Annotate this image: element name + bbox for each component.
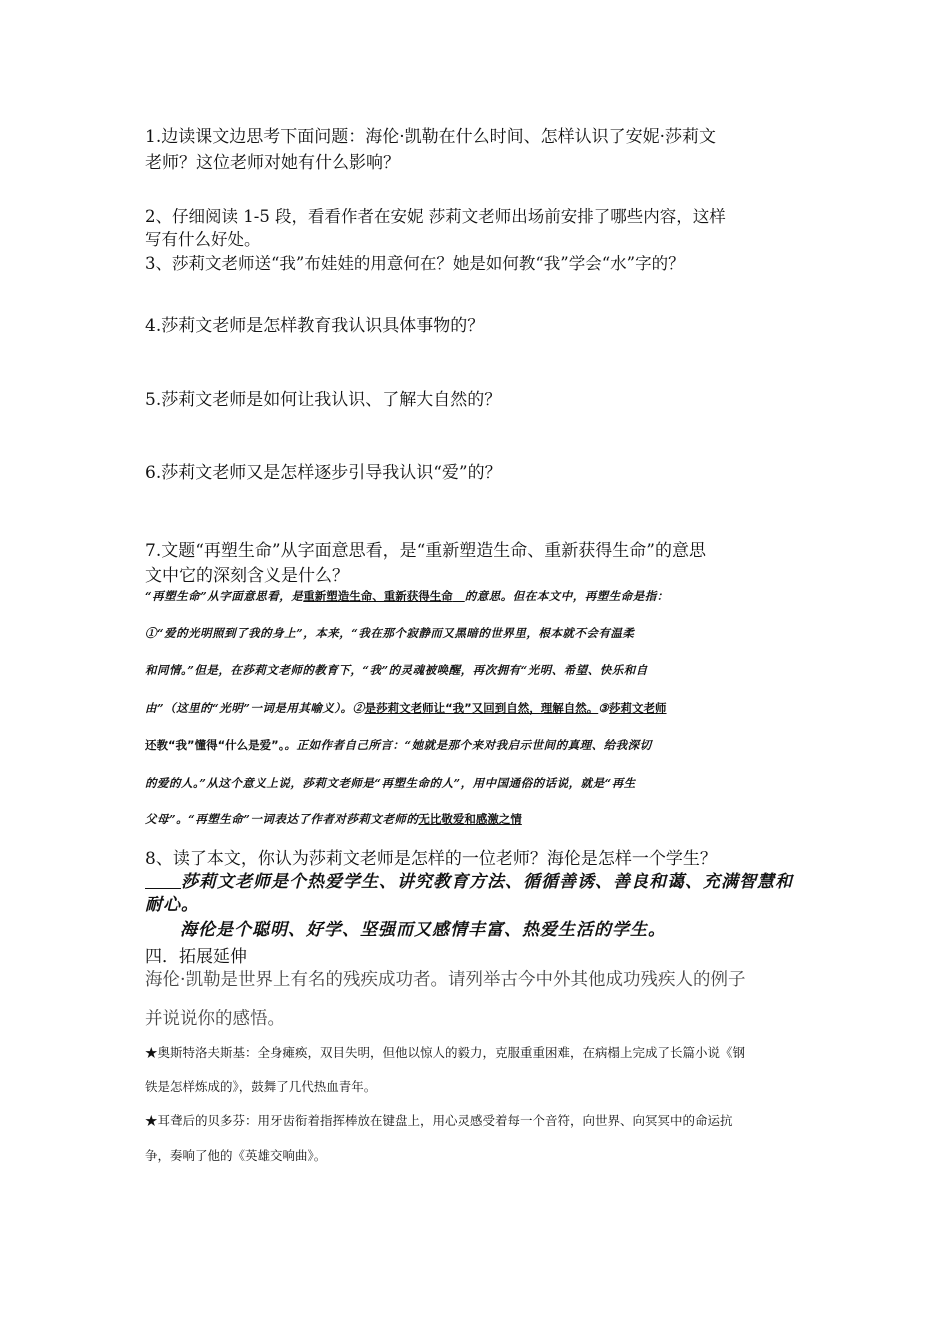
answer-7-text: 的意思。但在本文中，再塑生命是指： [464,589,669,603]
answer-7-line-3: 和同情。”但是，在莎莉文老师的教育下，“我”的灵魂被唤醒，再次拥有“光明、希望、快乐和自 [145,663,648,677]
question-8: 8、读了本文，你认为莎莉文老师是怎样的一位老师？海伦是怎样一个学生？ [145,849,717,869]
section-4-prompt-line-2: 并说说你的感悟。 [145,1009,285,1029]
example-1-line-2: 铁是怎样炼成的》，鼓舞了几代热血青年。 [145,1079,377,1094]
answer-7-blank-5: 无比敬爱和感激之情 [418,812,522,826]
answer-8-text: 莎莉文老师是个热爱学生、讲究教育方法、循循善诱、善良和蔼、充满智慧和 [181,872,793,892]
answer-7-text: “再塑生命”从字面意思看，是 [145,589,304,603]
answer-7-line-7 [145,811,522,827]
answer-7-blank-4: 还教“我”懂得“什么是爱”。 [145,738,285,752]
answer-7-text: 父母”。“再塑生命”一词表达了作者对莎莉文老师的 [145,812,419,826]
question-7-line-1: 7.文题“再塑生命”从字面意思看，是“重新塑造生命、重新获得生命”的意思 [145,541,706,561]
question-5: 5.莎莉文老师是如何让我认识、了解大自然的？ [145,390,502,410]
question-2-line-1: 2、仔细阅读 1-5 段，看看作者在安妮 莎莉文老师出场前安排了哪些内容，这样 [145,207,726,226]
answer-8-line-2: 耐心。 [145,895,199,915]
question-3: 3、莎莉文老师送“我”布娃娃的用意何在？她是如何教“我”学会“水”字的？ [145,254,685,273]
question-1-line-1: 1.边读课文边思考下面问题：海伦·凯勒在什么时间、怎样认识了安妮·莎莉文 [145,127,717,147]
question-7-line-2: 文中它的深刻含义是什么？ [145,566,349,586]
section-4-prompt-line-1: 海伦·凯勒是世界上有名的残疾成功者。请列举古今中外其他成功残疾人的例子 [145,970,746,990]
answer-7-underline-gap [453,589,465,603]
answer-7-line-6: 的爱的人。”从这个意义上说，莎莉文老师是“再塑生命的人”，用中国通俗的话说，就是“再生 [145,776,636,790]
answer-8-line-1 [145,867,793,892]
answer-7-blank-2: 是莎莉文老师让“我”又回到自然，理解自然。 [364,701,599,715]
answer-7-blank-1: 重新塑造生命、重新获得生命 [303,589,453,603]
answer-7-line-1 [145,588,669,604]
answer-7-text: 。正如作者自己所言：“她就是那个来对我启示世间的真理、给我深切 [284,738,652,752]
answer-8-underline [145,872,181,892]
question-1-line-2: 老师？这位老师对她有什么影响？ [145,153,400,173]
answer-7-line-4 [145,700,667,716]
answer-8-line-3: 海伦是个聪明、好学、坚强而又感情丰富、热爱生活的学生。 [180,920,666,940]
answer-7-text: ③ [598,701,610,715]
question-6: 6.莎莉文老师又是怎样逐步引导我认识“爱”的？ [145,463,502,483]
answer-7-line-2: ①“爱的光明照到了我的身上”，本来，“我在那个寂静而又黑暗的世界里，根本就不会有温柔 [145,626,635,640]
example-2-line-1: ★耳聋后的贝多芬：用牙齿衔着指挥棒放在键盘上，用心灵感受着每一个音符，向世界、向冥冥中的命运抗 [145,1113,733,1128]
question-4: 4.莎莉文老师是怎样教育我认识具体事物的？ [145,316,485,336]
answer-7-text: 由”（这里的“光明”一词是用其喻义）。② [145,701,365,715]
question-2-line-2: 写有什么好处。 [145,230,261,249]
example-2-line-2: 争，奏响了他的《英雄交响曲》。 [145,1148,327,1163]
answer-7-blank-3: 莎莉文老师 [609,701,667,715]
answer-7-line-5 [145,737,652,753]
section-4-title: 四．拓展延伸 [145,947,247,967]
example-1-line-1: ★奥斯特洛夫斯基：全身瘫痪，双目失明，但他以惊人的毅力，克服重重困难，在病榻上完成了长篇小说《钢 [145,1045,746,1060]
